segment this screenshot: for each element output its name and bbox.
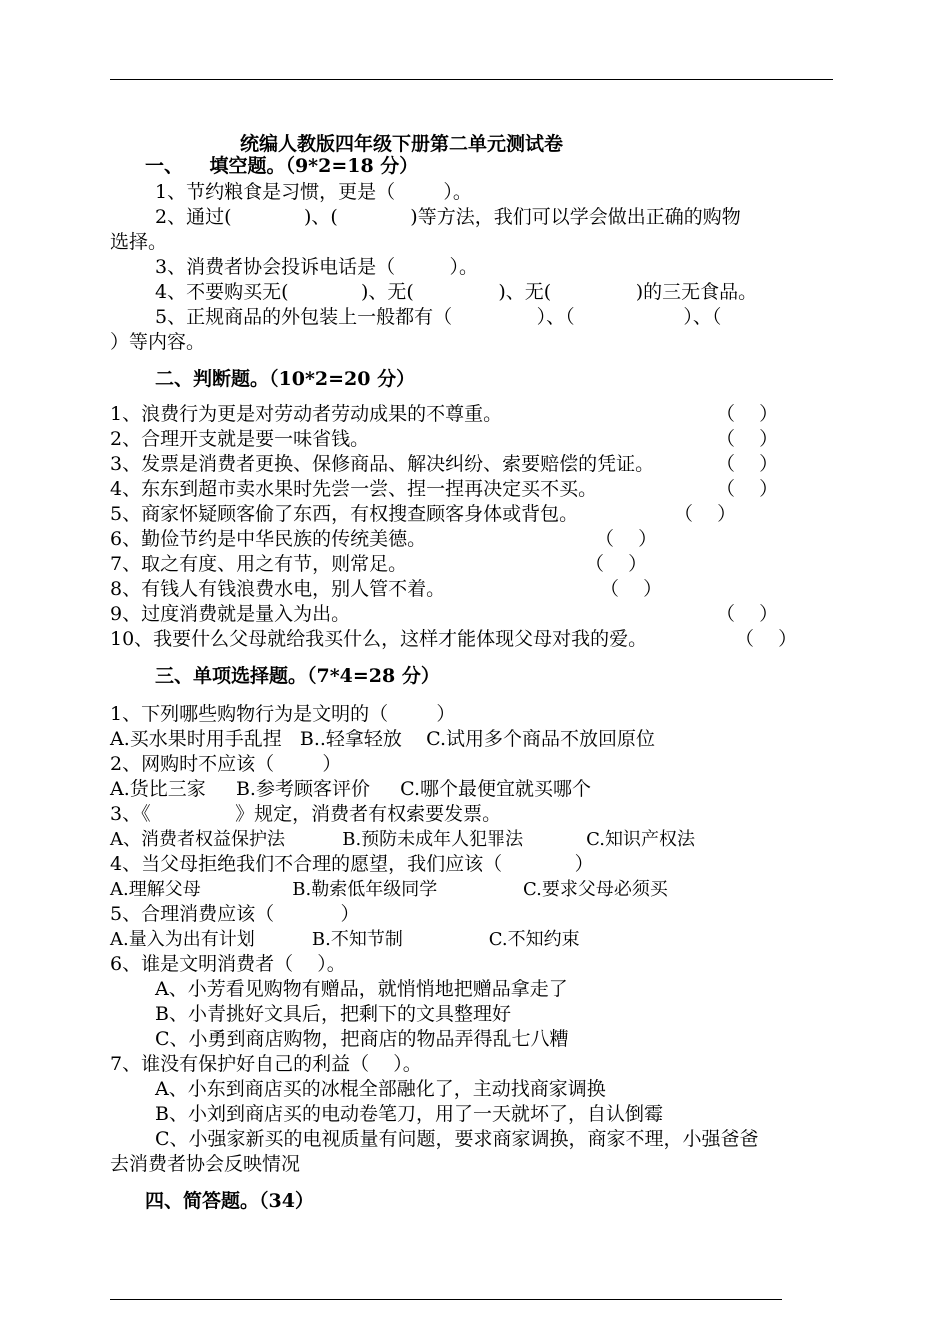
top-rule bbox=[110, 79, 833, 80]
judge-paren-4: （ ） bbox=[716, 478, 779, 500]
choice-q7-option-c-cont: 去消费者协会反映情况 bbox=[110, 1153, 301, 1175]
choice-q6-option-c: C、小勇到商店购物，把商店的物品弄得乱七八糟 bbox=[155, 1028, 569, 1050]
judge-item-10: 10、我要什么父母就给我买什么，这样才能体现父母对我的爱。 bbox=[110, 628, 648, 650]
section2-heading: 二、判断题。（10*2=20 分） bbox=[155, 368, 416, 390]
choice-q7-option-a: A、小东到商店买的冰棍全部融化了，主动找商家调换 bbox=[155, 1078, 606, 1100]
judge-item-3: 3、发票是消费者更换、保修商品、解决纠纷、索要赔偿的凭证。 bbox=[110, 453, 655, 475]
fill-item-5: 5、正规商品的外包装上一般都有（ ）、（ ）、（ bbox=[155, 306, 722, 328]
section1-heading: 一、 填空题。（9*2=18 分） bbox=[145, 155, 419, 177]
judge-item-1: 1、浪费行为更是对劳动者劳动成果的不尊重。 bbox=[110, 403, 503, 425]
judge-item-5: 5、商家怀疑顾客偷了东西，有权搜查顾客身体或背包。 bbox=[110, 503, 579, 525]
section3-heading: 三、单项选择题。（7*4=28 分） bbox=[155, 665, 440, 687]
choice-q7: 7、谁没有保护好自己的利益（ ）。 bbox=[110, 1053, 422, 1075]
page-title: 统编人教版四年级下册第二单元测试卷 bbox=[240, 133, 564, 155]
choice-q1: 1、下列哪些购物行为是文明的（ ） bbox=[110, 703, 456, 725]
section4-heading: 四、简答题。（34） bbox=[145, 1190, 314, 1212]
choice-q4: 4、当父母拒绝我们不合理的愿望，我们应该（ ） bbox=[110, 853, 594, 875]
judge-paren-7: （ ） bbox=[585, 553, 648, 575]
judge-item-7: 7、取之有度、用之有节，则常足。 bbox=[110, 553, 408, 575]
choice-q7-option-c: C、小强家新买的电视质量有问题，要求商家调换，商家不理，小强爸爸 bbox=[155, 1128, 759, 1150]
judge-item-9: 9、过度消费就是量入为出。 bbox=[110, 603, 351, 625]
choice-q2: 2、网购时不应该（ ） bbox=[110, 753, 342, 775]
fill-item-3: 3、消费者协会投诉电话是（ ）。 bbox=[155, 256, 478, 278]
judge-paren-10: （ ） bbox=[735, 628, 798, 650]
judge-item-8: 8、有钱人有钱浪费水电，别人管不着。 bbox=[110, 578, 446, 600]
judge-paren-3: （ ） bbox=[716, 453, 779, 475]
choice-q6-option-b: B、小青挑好文具后，把剩下的文具整理好 bbox=[155, 1003, 511, 1025]
choice-q1-options: A.买水果时用手乱捏 B..轻拿轻放 C.试用多个商品不放回原位 bbox=[110, 728, 655, 750]
judge-paren-2: （ ） bbox=[716, 428, 779, 450]
fill-item-4: 4、不要购买无( )、无( )、无( )的三无食品。 bbox=[155, 281, 758, 303]
judge-paren-9: （ ） bbox=[716, 603, 779, 625]
judge-item-6: 6、勤俭节约是中华民族的传统美德。 bbox=[110, 528, 427, 550]
fill-item-5-cont: ）等内容。 bbox=[110, 331, 206, 353]
choice-q4-options: A.理解父母 B.勒索低年级同学 C.要求父母必须买 bbox=[110, 879, 668, 900]
judge-paren-1: （ ） bbox=[716, 403, 779, 425]
choice-q2-options: A.货比三家 B.参考顾客评价 C.哪个最便宜就买哪个 bbox=[110, 778, 592, 800]
choice-q3-options: A、消费者权益保护法 B.预防未成年人犯罪法 C.知识产权法 bbox=[110, 829, 695, 850]
judge-item-2: 2、合理开支就是要一味省钱。 bbox=[110, 428, 370, 450]
judge-item-4: 4、东东到超市卖水果时先尝一尝、捏一捏再决定买不买。 bbox=[110, 478, 598, 500]
bottom-rule bbox=[110, 1299, 782, 1300]
judge-paren-8: （ ） bbox=[600, 578, 663, 600]
judge-paren-6: （ ） bbox=[595, 528, 658, 550]
fill-item-2-cont: 选择。 bbox=[110, 231, 168, 253]
choice-q3: 3、《 》规定，消费者有权索要发票。 bbox=[110, 803, 502, 825]
choice-q6-option-a: A、小芳看见购物有赠品，就悄悄地把赠品拿走了 bbox=[155, 978, 568, 1000]
choice-q6: 6、谁是文明消费者（ ）。 bbox=[110, 953, 346, 975]
choice-q5: 5、合理消费应该（ ） bbox=[110, 903, 360, 925]
choice-q7-option-b: B、小刘到商店买的电动卷笔刀，用了一天就坏了，自认倒霉 bbox=[155, 1103, 663, 1125]
choice-q5-options: A.量入为出有计划 B.不知节制 C.不知约束 bbox=[110, 929, 580, 950]
fill-item-2: 2、通过( )、( )等方法，我们可以学会做出正确的购物 bbox=[155, 206, 741, 228]
fill-item-1: 1、节约粮食是习惯，更是（ ）。 bbox=[155, 181, 472, 203]
judge-paren-5: （ ） bbox=[674, 503, 737, 525]
